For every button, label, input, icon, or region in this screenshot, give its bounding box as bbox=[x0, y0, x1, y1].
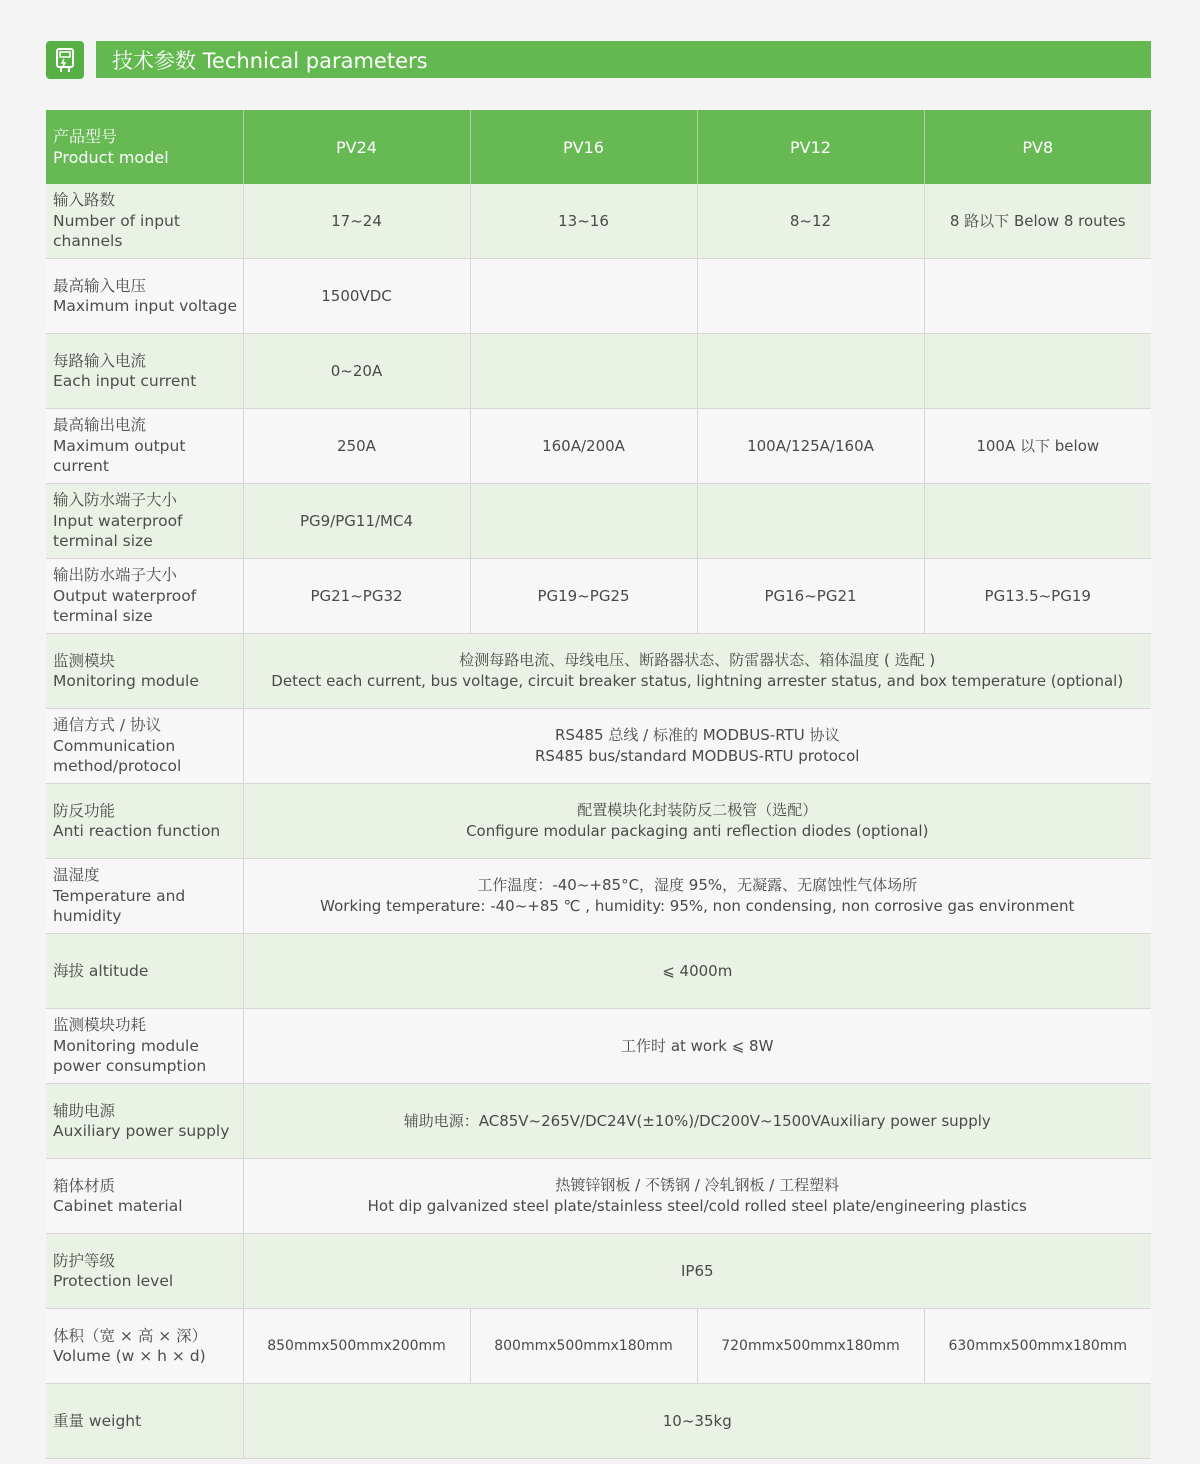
table-row bbox=[46, 484, 1151, 559]
row-cell: 100A 以下 below bbox=[924, 409, 1151, 484]
row-label: 输出防水端子大小 Output waterproof terminal size bbox=[46, 559, 243, 634]
row-label: 体积（宽 × 高 × 深） Volume (w × h × d) bbox=[46, 1309, 243, 1384]
table-row bbox=[46, 859, 1151, 934]
row-cell: 8~12 bbox=[697, 184, 924, 259]
row-cell: 1500VDC bbox=[243, 259, 470, 334]
row-label: 通信方式 / 协议 Communication method/protocol bbox=[46, 709, 243, 784]
row-value: RS485 总线 / 标准的 MODBUS-RTU 协议 RS485 bus/standard MODBUS-RTU protocol bbox=[243, 709, 1151, 784]
row-cell: PG19~PG25 bbox=[470, 559, 697, 634]
row-label: 防反功能 Anti reaction function bbox=[46, 784, 243, 859]
row-label: 监测模块 Monitoring module bbox=[46, 634, 243, 709]
row-cell: 0~20A bbox=[243, 334, 470, 409]
row-label: 重量 weight bbox=[46, 1384, 243, 1459]
row-value: 工作温度：-40~+85°C，湿度 95%，无凝露、无腐蚀性气体场所 Working temperature: -40~+85 ℃ , humidity: 95%, non condensing, non corrosive gas environment bbox=[243, 859, 1151, 934]
row-cell bbox=[470, 259, 697, 334]
row-cell: 630mmx500mmx180mm bbox=[924, 1309, 1151, 1384]
header-label: 产品型号 Product model bbox=[46, 110, 243, 184]
table-row bbox=[46, 1309, 1151, 1384]
spec-table bbox=[46, 110, 1151, 1459]
row-cell bbox=[470, 334, 697, 409]
row-cell: 17~24 bbox=[243, 184, 470, 259]
table-row bbox=[46, 409, 1151, 484]
section-header bbox=[96, 41, 1151, 78]
row-label: 最高输入电压 Maximum input voltage bbox=[46, 259, 243, 334]
row-label: 输入防水端子大小 Input waterproof terminal size bbox=[46, 484, 243, 559]
row-cell: PG16~PG21 bbox=[697, 559, 924, 634]
row-cell bbox=[924, 259, 1151, 334]
row-value: 配置模块化封装防反二极管（选配） Configure modular packaging anti reflection diodes (optional) bbox=[243, 784, 1151, 859]
table-row bbox=[46, 1384, 1151, 1459]
row-cell: PG9/PG11/MC4 bbox=[243, 484, 470, 559]
model-header: PV8 bbox=[924, 110, 1151, 184]
table-header-row bbox=[46, 110, 1151, 184]
row-cell: 250A bbox=[243, 409, 470, 484]
row-label: 温湿度 Temperature and humidity bbox=[46, 859, 243, 934]
row-cell: 8 路以下 Below 8 routes bbox=[924, 184, 1151, 259]
table-row bbox=[46, 334, 1151, 409]
table-row bbox=[46, 1009, 1151, 1084]
table-row bbox=[46, 259, 1151, 334]
row-value: 检测每路电流、母线电压、断路器状态、防雷器状态、箱体温度 ( 选配 ) Detect each current, bus voltage, circuit breaker status, lightning arrester status, and box temperature (optional) bbox=[243, 634, 1151, 709]
table-row bbox=[46, 184, 1151, 259]
row-value: 工作时 at work ⩽ 8W bbox=[243, 1009, 1151, 1084]
row-label: 每路输入电流 Each input current bbox=[46, 334, 243, 409]
table-row bbox=[46, 634, 1151, 709]
row-value: 辅助电源：AC85V~265V/DC24V(±10%)/DC200V~1500VAuxiliary power supply bbox=[243, 1084, 1151, 1159]
row-cell bbox=[924, 334, 1151, 409]
row-label: 输入路数 Number of input channels bbox=[46, 184, 243, 259]
row-cell: 720mmx500mmx180mm bbox=[697, 1309, 924, 1384]
model-header: PV24 bbox=[243, 110, 470, 184]
row-label: 辅助电源 Auxiliary power supply bbox=[46, 1084, 243, 1159]
table-row bbox=[46, 934, 1151, 1009]
table-row bbox=[46, 1159, 1151, 1234]
row-cell: 800mmx500mmx180mm bbox=[470, 1309, 697, 1384]
table-row bbox=[46, 1084, 1151, 1159]
row-cell: 13~16 bbox=[470, 184, 697, 259]
model-header: PV12 bbox=[697, 110, 924, 184]
table-row bbox=[46, 709, 1151, 784]
row-cell: PG21~PG32 bbox=[243, 559, 470, 634]
row-cell bbox=[697, 334, 924, 409]
inverter-icon bbox=[52, 46, 78, 74]
header-icon-badge bbox=[46, 41, 84, 79]
row-cell bbox=[697, 259, 924, 334]
row-value: IP65 bbox=[243, 1234, 1151, 1309]
row-cell: 850mmx500mmx200mm bbox=[243, 1309, 470, 1384]
row-label: 海拔 altitude bbox=[46, 934, 243, 1009]
row-value: ⩽ 4000m bbox=[243, 934, 1151, 1009]
row-value: 热镀锌钢板 / 不锈钢 / 冷轧钢板 / 工程塑料 Hot dip galvanized steel plate/stainless steel/cold rolled steel plate/engineering plastics bbox=[243, 1159, 1151, 1234]
row-cell: PG13.5~PG19 bbox=[924, 559, 1151, 634]
model-header: PV16 bbox=[470, 110, 697, 184]
table-row bbox=[46, 784, 1151, 859]
row-cell: 160A/200A bbox=[470, 409, 697, 484]
row-cell bbox=[924, 484, 1151, 559]
row-label: 箱体材质 Cabinet material bbox=[46, 1159, 243, 1234]
table-row bbox=[46, 1234, 1151, 1309]
row-label: 防护等级 Protection level bbox=[46, 1234, 243, 1309]
table-row bbox=[46, 559, 1151, 634]
row-label: 最高输出电流 Maximum output current bbox=[46, 409, 243, 484]
section-title: 技术参数 Technical parameters bbox=[112, 48, 428, 73]
row-cell bbox=[697, 484, 924, 559]
row-value: 10~35kg bbox=[243, 1384, 1151, 1459]
row-cell bbox=[470, 484, 697, 559]
row-cell: 100A/125A/160A bbox=[697, 409, 924, 484]
row-label: 监测模块功耗 Monitoring module power consumption bbox=[46, 1009, 243, 1084]
